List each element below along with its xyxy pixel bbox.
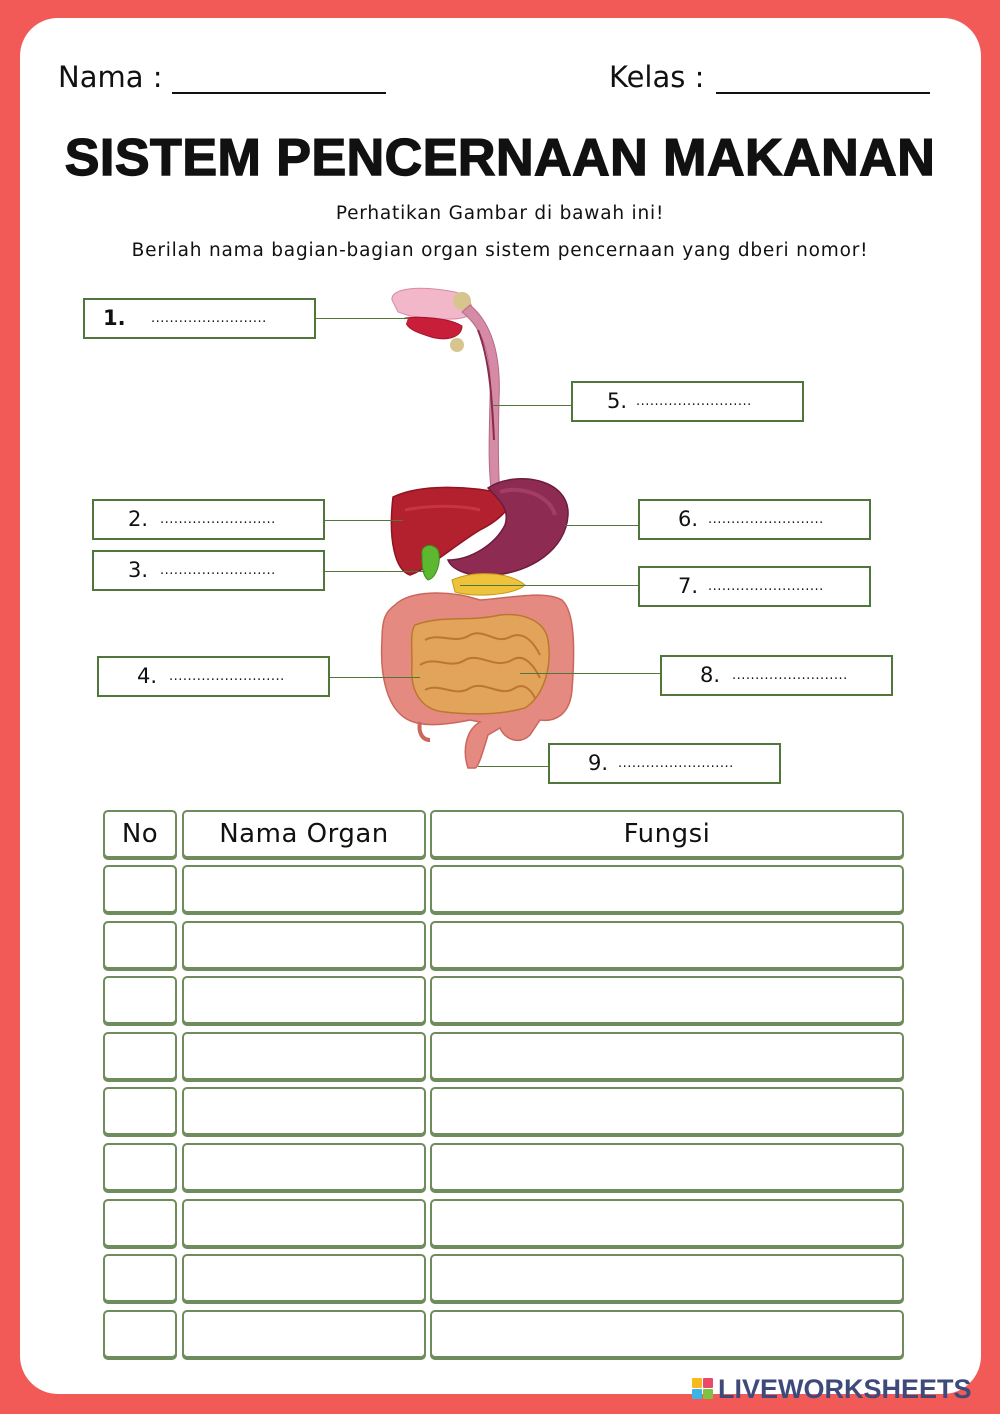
row-organ-cell[interactable] [182, 1087, 426, 1135]
instruction-line-1: Perhatikan Gambar di bawah ini! [335, 203, 665, 224]
row-organ-cell[interactable] [182, 1310, 426, 1358]
label-box-7[interactable] [638, 566, 871, 607]
label-dots: ......................... [160, 563, 276, 578]
row-no-cell[interactable] [103, 1087, 177, 1135]
name-answer-line[interactable] [172, 92, 386, 94]
header-no: No [103, 810, 177, 858]
instruction-line-2: Berilah nama bagian-bagian organ sistem pencernaan yang dberi nomor! [131, 240, 869, 261]
label-dots: ......................... [169, 669, 285, 684]
row-no-cell[interactable] [103, 921, 177, 969]
row-organ-cell[interactable] [182, 1032, 426, 1080]
header-function: Fungsi [430, 810, 904, 858]
row-no-cell[interactable] [103, 865, 177, 913]
row-function-cell[interactable] [430, 1143, 904, 1191]
label-dots: ......................... [708, 579, 824, 594]
label-box-1[interactable] [83, 298, 316, 339]
row-no-cell[interactable] [103, 1254, 177, 1302]
row-no-cell[interactable] [103, 1199, 177, 1247]
row-no-cell[interactable] [103, 1032, 177, 1080]
label-dots: ......................... [732, 668, 848, 683]
row-function-cell[interactable] [430, 921, 904, 969]
connector-line-9 [478, 766, 550, 767]
digestive-system-illustration [360, 285, 600, 775]
label-box-2[interactable] [92, 499, 325, 540]
row-organ-cell[interactable] [182, 1143, 426, 1191]
row-function-cell[interactable] [430, 1199, 904, 1247]
row-organ-cell[interactable] [182, 865, 426, 913]
connector-line-6 [565, 525, 640, 526]
row-function-cell[interactable] [430, 1087, 904, 1135]
label-box-3[interactable] [92, 550, 325, 591]
connector-line-1 [315, 318, 408, 319]
row-function-cell[interactable] [430, 1032, 904, 1080]
label-box-6[interactable] [638, 499, 871, 540]
connector-line-2 [325, 520, 403, 521]
connector-line-7 [460, 585, 640, 586]
label-dots: ......................... [151, 311, 267, 326]
connector-line-3 [325, 571, 425, 572]
label-number: 6. [678, 507, 699, 531]
label-number: 2. [128, 507, 149, 531]
connector-line-5 [492, 405, 574, 406]
row-function-cell[interactable] [430, 1310, 904, 1358]
label-number: 1. [103, 306, 126, 330]
row-function-cell[interactable] [430, 1254, 904, 1302]
label-dots: ......................... [618, 756, 734, 771]
name-label: Nama : [58, 60, 163, 94]
row-no-cell[interactable] [103, 976, 177, 1024]
label-box-9[interactable] [548, 743, 781, 784]
row-organ-cell[interactable] [182, 1254, 426, 1302]
label-number: 3. [128, 558, 149, 582]
row-organ-cell[interactable] [182, 1199, 426, 1247]
connector-line-4 [330, 677, 420, 678]
label-number: 8. [700, 663, 721, 687]
row-function-cell[interactable] [430, 865, 904, 913]
label-box-4[interactable] [97, 656, 330, 697]
row-organ-cell[interactable] [182, 921, 426, 969]
brand-name: LIVEWORKSHEETS [718, 1374, 972, 1404]
label-number: 5. [607, 389, 628, 413]
class-label: Kelas : [609, 60, 705, 94]
row-organ-cell[interactable] [182, 976, 426, 1024]
label-number: 7. [678, 574, 699, 598]
label-number: 9. [588, 751, 609, 775]
label-box-8[interactable] [660, 655, 893, 696]
row-function-cell[interactable] [430, 976, 904, 1024]
row-no-cell[interactable] [103, 1143, 177, 1191]
row-no-cell[interactable] [103, 1310, 177, 1358]
class-answer-line[interactable] [716, 92, 930, 94]
page-title: SISTEM PENCERNAAN MAKANAN [64, 129, 936, 187]
label-dots: ......................... [636, 394, 752, 409]
label-dots: ......................... [160, 512, 276, 527]
label-dots: ......................... [708, 512, 824, 527]
connector-line-8 [520, 673, 662, 674]
label-number: 4. [137, 664, 158, 688]
header-organ-name: Nama Organ [182, 810, 426, 858]
label-box-5[interactable] [571, 381, 804, 422]
liveworksheets-icon [692, 1378, 714, 1400]
